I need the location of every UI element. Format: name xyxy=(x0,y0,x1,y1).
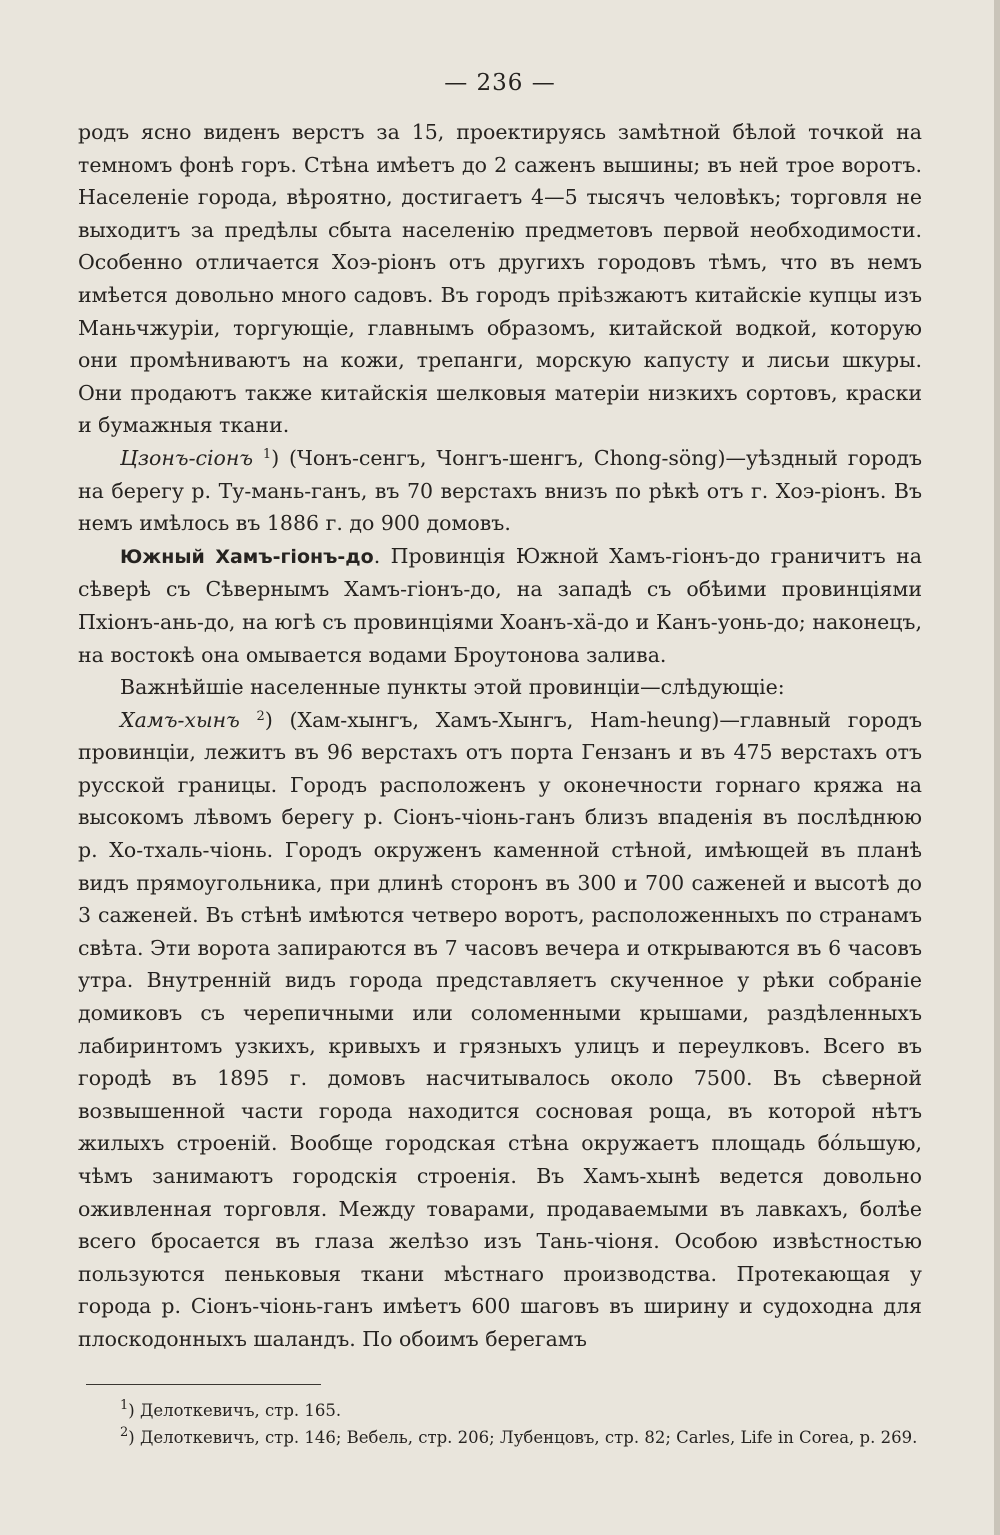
paragraph-text: . Провинція Южной Хамъ-гіонъ-до граничитъ на сѣверѣ съ Сѣвернымъ Хамъ-гіонъ-до, на западѣ съ обѣими провинціями Пхіонъ-ань-до, на югѣ съ провинціями Хоанъ-хä-до и Канъ-уонь-до; наконецъ, на востокѣ она омывается водами Броутонова залива. xyxy=(78,543,922,667)
page-edge xyxy=(994,0,1000,1535)
footnote-1 xyxy=(78,1397,922,1424)
place-name-tszon-sion: Цзонъ-сіонъ xyxy=(120,445,254,470)
footnote-divider xyxy=(86,1384,321,1385)
footnote-ref-2[interactable]: 2 xyxy=(256,708,265,724)
footnote-mark: 1 xyxy=(120,1397,129,1413)
paragraph-text: ) (Хам-хынгъ, Хамъ-Хынгъ, Ham-heung)—главный городъ провинціи, лежитъ въ 96 верстахъ отъ порта Гензанъ и въ 475 верстахъ отъ русской границы. Городъ расположенъ у оконечности горнаго кряжа на высокомъ лѣвомъ берегу р. Сіонъ-чіонь-ганъ близъ впаденія въ послѣднюю р. Хо-тхаль-чіонь. Городъ окруженъ каменной стѣной, имѣющей въ планѣ видъ прямоугольника, при длинѣ сторонъ въ 300 и 700 саженей и высотѣ до 3 саженей. Въ стѣнѣ имѣются четверо воротъ, расположенныхъ по странамъ свѣта. Эти ворота запираются въ 7 часовъ вечера и открываются въ 6 часовъ утра. Внутренній видъ города представляетъ скученное у рѣки собраніе домиковъ съ черепичными или соломенными крышами, раздѣленныхъ лабиринтомъ узкихъ, кривыхъ и грязныхъ улицъ и переулковъ. Всего въ городѣ въ 1895 г. домовъ насчитывалось около 7500. Въ сѣверной возвышенной части города находится сосновая роща, въ которой нѣтъ жилыхъ строеній. Вообще городская стѣна окружаетъ площадь бóльшую, чѣмъ занимаютъ городскія строенія. Въ Хамъ-хынѣ ведется довольно оживленная торговля. Между товарами, продаваемыми въ лавкахъ, болѣе всего бросается въ глаза желѣзо изъ Тань-чіоня. Особою извѣстностью пользуются пеньковыя ткани мѣстнаго производства. Протекающая у города р. Сіонъ-чіонь-ганъ имѣетъ 600 шаговъ въ ширину и судоходна для плоскодонныхъ шаландъ. По обоимъ берегамъ xyxy=(78,707,922,1351)
footnote-mark: 2 xyxy=(120,1424,129,1440)
paragraph-south-hamgyong xyxy=(78,540,922,671)
paragraph-settlements-intro: Важнѣйшіе населенные пункты этой провинціи—слѣдующіе: xyxy=(120,675,785,700)
footnote-text: ) Делоткевичъ, стр. 146; Вебель, стр. 206; Лубенцовъ, стр. 82; Carles, Life in Corea, p. 269. xyxy=(128,1427,918,1447)
place-name-hamhung: Хамъ-хынъ xyxy=(120,707,240,732)
paragraph-text: ) (Чонъ-сенгъ, Чонгъ-шенгъ, Chong-söng)—уѣздный городъ на берегу р. Ту-мань-ганъ, въ 70 верстахъ внизъ по рѣкѣ отъ г. Хоэ-ріонъ. Въ немъ имѣлось въ 1886 г. до 900 домовъ. xyxy=(78,445,922,536)
paragraph-hamhung xyxy=(78,704,922,1356)
main-text xyxy=(78,116,922,1356)
paragraph-tszon-sion xyxy=(78,442,922,540)
page-number: — 236 — xyxy=(444,70,556,96)
footnote-text: ) Делоткевичъ, стр. 165. xyxy=(128,1400,342,1420)
paragraph-continuation: родъ ясно виденъ верстъ за 15, проектируясь замѣтной бѣлой точкой на темномъ фонѣ горъ. Стѣна имѣетъ до 2 саженъ вышины; въ ней трое воротъ. Населеніе города, вѣроятно, достигаетъ 4—5 тысячъ человѣкъ; торговля не выходитъ за предѣлы сбыта населенію предметовъ первой необходимости. Особенно отличается Хоэ-ріонъ отъ другихъ городовъ тѣмъ, что въ немъ имѣется довольно много садовъ. Въ городъ пріѣзжаютъ китайскіе купцы изъ Маньчжуріи, торгующіе, главнымъ образомъ, китайской водкой, которую они промѣниваютъ на кожи, трепанги, морскую капусту и лисьи шкуры. Они продаютъ также китайскія шелковыя матеріи низкихъ сортовъ, краски и бумажныя ткани. xyxy=(78,120,922,438)
footnotes xyxy=(78,1397,922,1451)
footnote-ref-1[interactable]: 1 xyxy=(262,446,272,462)
section-heading-south-hamgyong: Южный Хамъ-гіонъ-до xyxy=(120,545,374,568)
footnote-2 xyxy=(78,1424,922,1451)
